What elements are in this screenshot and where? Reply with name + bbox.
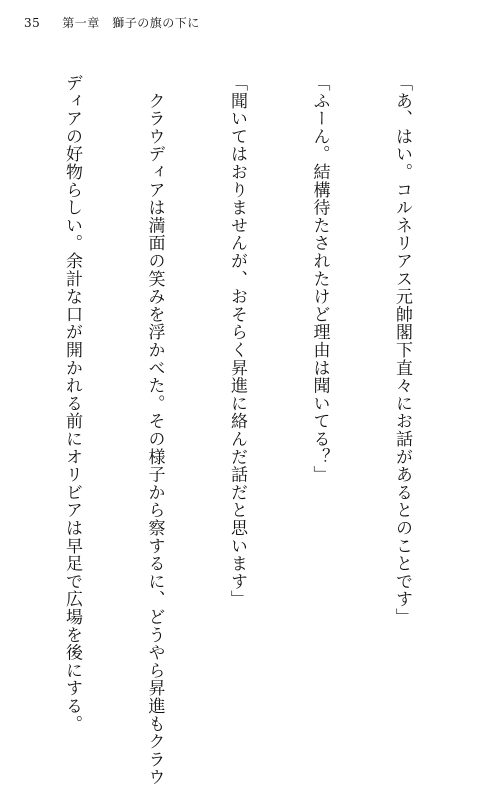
text-line	[0, 74, 3, 674]
text-line: 「あ、はい。コルネリアス元帥閣下直々にお話があるとのことです」	[392, 74, 412, 626]
text-line: 「ふーん。結構待たされたけど理由は聞いてる？」	[309, 74, 330, 484]
text-line: 「聞いてはおりませんが、おそらく昇進に絡んだ話だと思います」	[227, 74, 247, 608]
chapter-title: 第一章 獅子の旗の下に	[62, 16, 200, 30]
text-line: クラウディアは満面の笑みを浮かべた。その様子から察するに、どうやら昇進もクラウ	[144, 74, 165, 786]
running-header	[24, 14, 200, 31]
page-number: 35	[24, 16, 41, 30]
vertical-body-text	[20, 74, 470, 786]
text-line: ディアの好物らしい。余計な口が開かれる前にオリビアは早足で広場を後にする。	[62, 74, 82, 733]
